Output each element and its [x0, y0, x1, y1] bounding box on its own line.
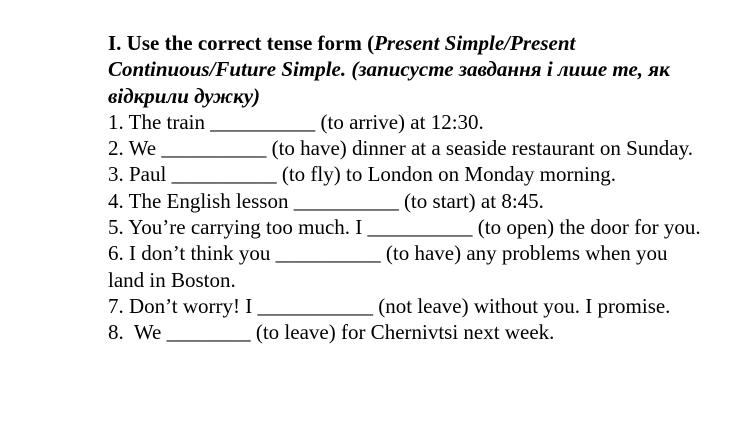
heading-italic: Present Simple/Present Continuous/Future Simple. (записусте завдання і лише те, як відкрили дужку)	[108, 31, 670, 108]
exercise-item-3: 3. Paul __________ (to fly) to London on Monday morning.	[108, 162, 617, 187]
exercise-item-7: 7. Don’t worry! I ___________ (not leave) without you. I promise.	[108, 293, 671, 318]
exercise-heading	[108, 30, 708, 109]
exercise-item-8: 8. We ________ (to leave) for Chernivtsi next week.	[108, 320, 555, 345]
heading-lead: I. Use the correct tense form (	[108, 31, 375, 55]
exercise-item-2: 2. We __________ (to have) dinner at a seaside restaurant on Sunday.	[108, 136, 693, 161]
exercise-item-4: 4. The English lesson __________ (to start) at 8:45.	[108, 188, 544, 213]
exercise-item-6: 6. I don’t think you __________ (to have) any problems when you land in Boston.	[108, 241, 668, 292]
exercise-item-5: 5. You’re carrying too much. I __________ (to open) the door for you.	[108, 215, 701, 240]
exercise-document	[108, 30, 708, 346]
exercise-item-1: 1. The train __________ (to arrive) at 12:30.	[108, 109, 484, 134]
